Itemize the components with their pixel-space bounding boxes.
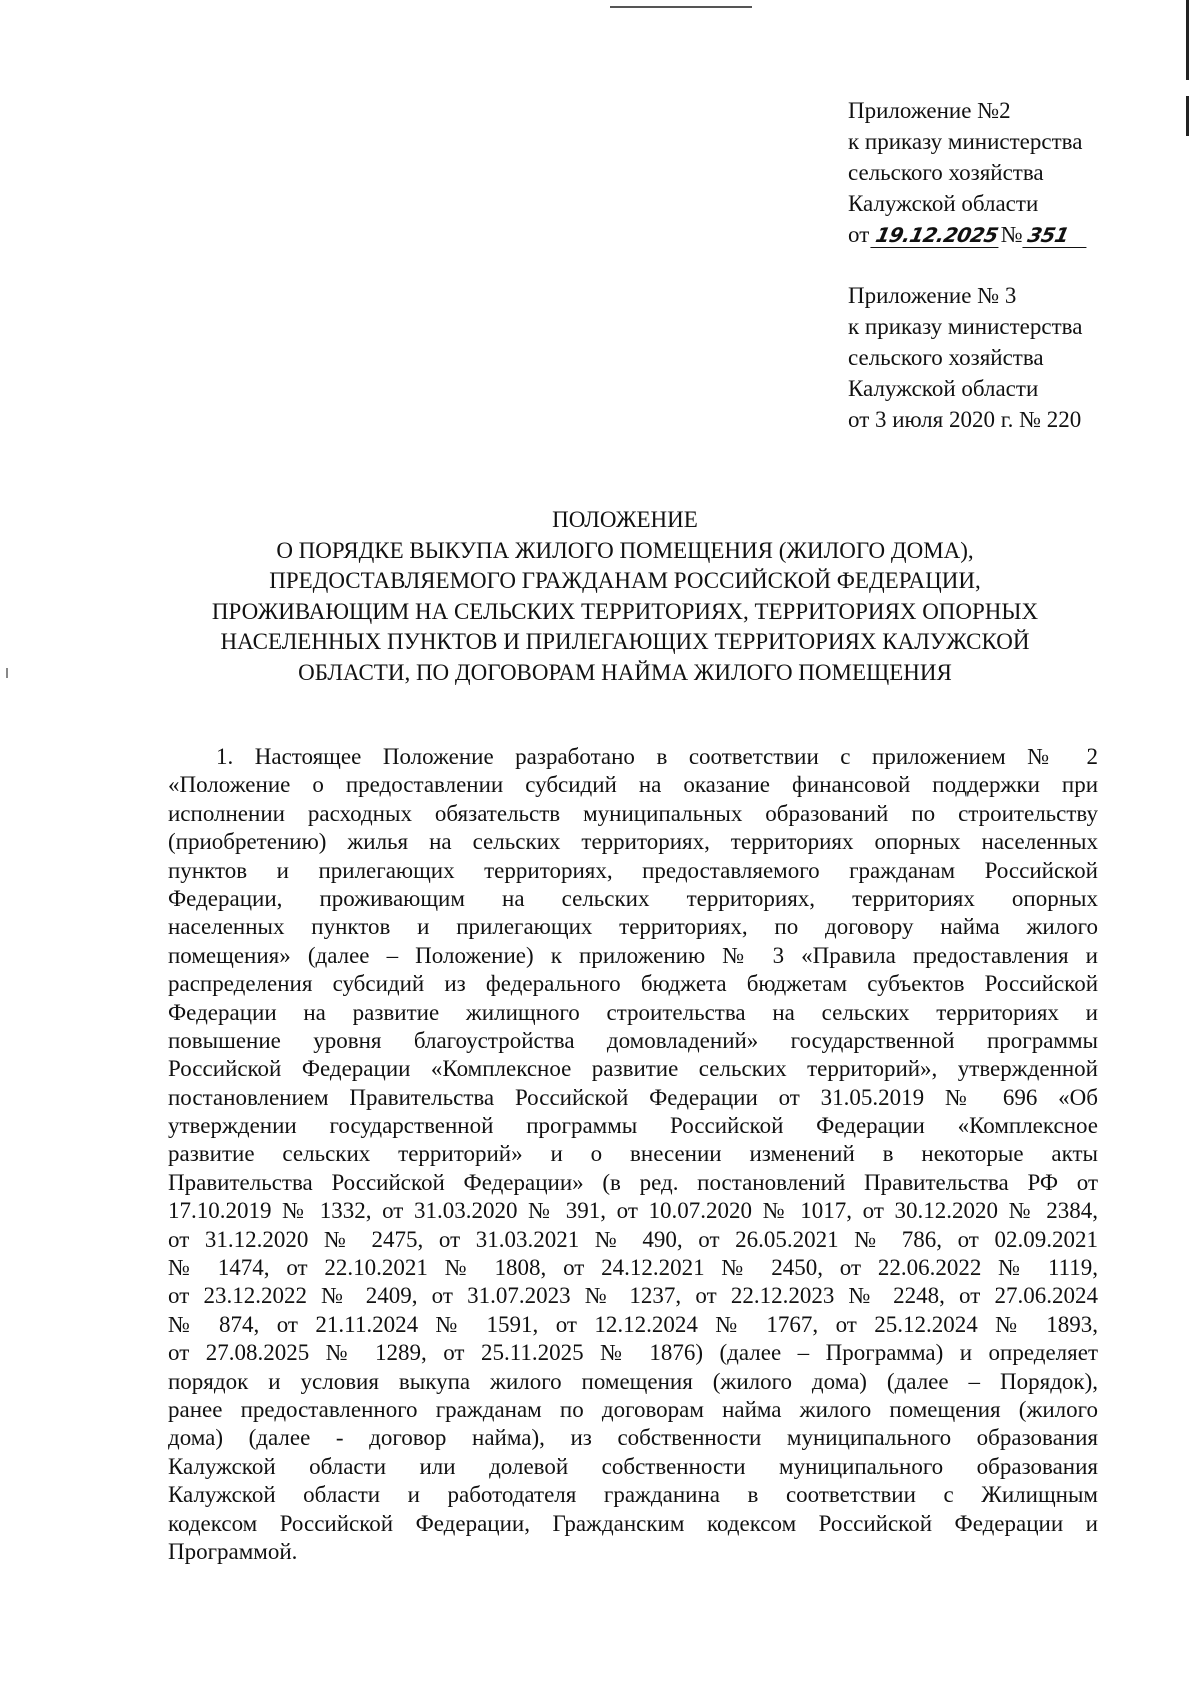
paragraph-1 — [168, 743, 1098, 1566]
paragraph-line: Российской Федерации «Комплексное развитие сельских территорий», утвержденной — [168, 1056, 1098, 1082]
number-prefix: № — [1000, 222, 1023, 247]
paragraph-line: Федерации на развитие жилищного строительства на сельских территориях и — [168, 999, 1098, 1025]
paragraph-line: Правительства Российской Федерации» (в ред. постановлений Правительства РФ от — [168, 1169, 1098, 1195]
appendix-region: Калужской области — [848, 376, 1039, 401]
paragraph-line: исполнении расходных обязательств муниципальных образований по строительству — [168, 800, 1098, 826]
appendix-date: от 3 июля 2020 г. № 220 — [848, 407, 1082, 432]
appendix-date-line — [848, 219, 1089, 250]
paragraph-line: «Положение о предоставлении субсидий на оказание финансовой поддержки при — [168, 772, 1098, 798]
paragraph-line: от 27.08.2025 № 1289, от 25.11.2025 № 1876) (далее – Программа) и определяет — [168, 1340, 1098, 1366]
handwritten-number: 351 — [1022, 223, 1091, 248]
paragraph-line: (приобретению) жилья на сельских территориях, территориях опорных населенных — [168, 829, 1098, 855]
document-title — [150, 505, 1100, 688]
appendix-previous-block — [848, 280, 1082, 435]
appendix-title: Приложение № 3 — [848, 283, 1017, 308]
scan-artifact-top-line — [610, 6, 752, 8]
title-line: НАСЕЛЕННЫХ ПУНКТОВ И ПРИЛЕГАЮЩИХ ТЕРРИТОРИЯХ КАЛУЖСКОЙ — [220, 629, 1030, 654]
paragraph-line: распределения субсидий из федерального бюджета бюджетам субъектов Российской — [168, 971, 1098, 997]
title-line: ПОЛОЖЕНИЕ — [552, 507, 698, 532]
paragraph-line: населенных пунктов и прилегающих территориях, по договору найма жилого — [168, 914, 1098, 940]
paragraph-line: ранее предоставленного гражданам по договорам найма жилого помещения (жилого — [168, 1396, 1098, 1422]
appendix-ministry: сельского хозяйства — [848, 345, 1044, 370]
paragraph-line: № 1474, от 22.10.2021 № 1808, от 24.12.2021 № 2450, от 22.06.2022 № 1119, — [168, 1255, 1098, 1281]
paragraph-line: Калужской области и работодателя гражданина в соответствии с Жилищным — [168, 1482, 1098, 1508]
paragraph-line: развитие сельских территорий» и о внесении изменений в некоторые акты — [168, 1141, 1098, 1167]
paragraph-line: от 23.12.2022 № 2409, от 31.07.2023 № 1237, от 22.12.2023 № 2248, от 27.06.2024 — [168, 1283, 1098, 1309]
appendix-region: Калужской области — [848, 191, 1039, 216]
paragraph-line: Программой. — [168, 1538, 298, 1564]
appendix-current-block — [848, 95, 1089, 250]
paragraph-line: повышение уровня благоустройства домовладений» государственной программы — [168, 1027, 1098, 1053]
date-prefix: от — [848, 222, 870, 247]
appendix-order-ref: к приказу министерства — [848, 314, 1083, 339]
title-line: ПРОЖИВАЮЩИМ НА СЕЛЬСКИХ ТЕРРИТОРИЯХ, ТЕРРИТОРИЯХ ОПОРНЫХ — [211, 598, 1039, 624]
paragraph-line: 1. Настоящее Положение разработано в соответствии с приложением № 2 — [216, 744, 1098, 769]
paragraph-line: Федерации, проживающим на сельских территориях, территориях опорных — [168, 885, 1098, 911]
appendix-order-ref: к приказу министерства — [848, 129, 1083, 154]
paragraph-line: утверждении государственной программы Российской Федерации «Комплексное — [168, 1113, 1098, 1139]
paragraph-line: 17.10.2019 № 1332, от 31.03.2020 № 391, от 10.07.2020 № 1017, от 30.12.2020 № 2384, — [168, 1198, 1098, 1224]
paragraph-line: помещения» (далее – Положение) к приложению № 3 «Правила предоставления и — [168, 942, 1098, 968]
appendix-ministry: сельского хозяйства — [848, 160, 1044, 185]
title-line: О ПОРЯДКЕ ВЫКУПА ЖИЛОГО ПОМЕЩЕНИЯ (ЖИЛОГО ДОМА), — [276, 537, 974, 563]
paragraph-line: постановлением Правительства Российской Федерации от 31.05.2019 № 696 «Об — [168, 1084, 1098, 1110]
paragraph-line: порядок и условия выкупа жилого помещения (жилого дома) (далее – Порядок), — [168, 1368, 1098, 1394]
scan-artifact-right-line — [1186, 96, 1189, 136]
paragraph-line: Калужской области или долевой собственности муниципального образования — [168, 1453, 1098, 1479]
scan-artifact-left-mark — [6, 668, 8, 678]
paragraph-line: кодексом Российской Федерации, Гражданским кодексом Российской Федерации и — [168, 1510, 1098, 1536]
handwritten-date: 19.12.2025 — [871, 223, 1004, 248]
paragraph-line: дома) (далее - договор найма), из собственности муниципального образования — [168, 1425, 1098, 1451]
paragraph-line: от 31.12.2020 № 2475, от 31.03.2021 № 490, от 26.05.2021 № 786, от 02.09.2021 — [168, 1226, 1098, 1252]
title-line: ОБЛАСТИ, ПО ДОГОВОРАМ НАЙМА ЖИЛОГО ПОМЕЩЕНИЯ — [298, 659, 952, 685]
title-line: ПРЕДОСТАВЛЯЕМОГО ГРАЖДАНАМ РОССИЙСКОЙ ФЕДЕРАЦИИ, — [269, 568, 981, 593]
paragraph-line: пунктов и прилегающих территориях, предоставляемого гражданам Российской — [168, 857, 1098, 883]
appendix-title: Приложение №2 — [848, 98, 1011, 123]
paragraph-line: № 874, от 21.11.2024 № 1591, от 12.12.2024 № 1767, от 25.12.2024 № 1893, — [168, 1311, 1098, 1337]
scan-artifact-right-line — [1186, 0, 1189, 80]
